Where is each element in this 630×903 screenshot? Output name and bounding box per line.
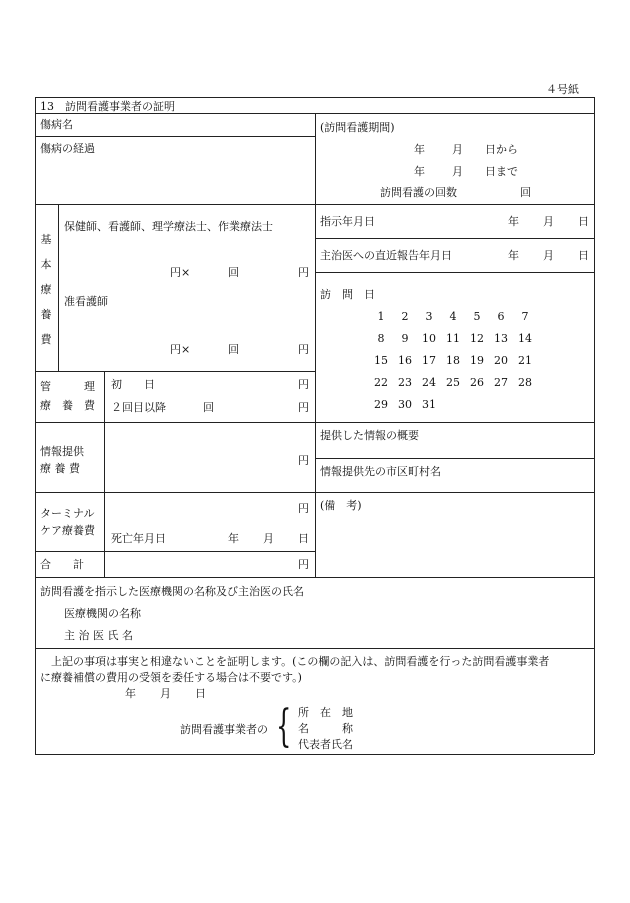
period-from-year: 年 bbox=[414, 143, 425, 156]
visit-day: 10 bbox=[422, 332, 436, 345]
visit-days-label: 訪 問 日 bbox=[320, 288, 375, 301]
visit-day: 19 bbox=[470, 354, 484, 367]
period-from-day: 日から bbox=[485, 143, 518, 156]
pro-yen: 円 bbox=[298, 266, 309, 279]
visit-day: 9 bbox=[401, 332, 409, 345]
certification-line1: 上記の事項は事実と相違ないことを証明します。(この欄の記入は、訪問看護を行った訪問看護事業者 bbox=[40, 655, 550, 668]
terminal-fee-label-line2: ケア療養費 bbox=[40, 524, 95, 537]
basic-fee-label: 基 本 療 養 費 bbox=[40, 233, 52, 346]
visit-day: 22 bbox=[374, 376, 388, 389]
disease-course-label: 傷病の経過 bbox=[40, 142, 95, 155]
death-day: 日 bbox=[298, 532, 309, 545]
first-day-yen: 円 bbox=[298, 378, 309, 391]
visit-day: 24 bbox=[422, 376, 436, 389]
visit-day: 1 bbox=[377, 310, 385, 323]
second-day-times: 回 bbox=[203, 401, 214, 414]
report-year: 年 bbox=[508, 249, 519, 262]
certification-line2: に療養補償の費用の受領を委任する場合は不要です。) bbox=[40, 671, 302, 684]
representative-label: 代表者氏名 bbox=[298, 738, 353, 751]
second-day-yen: 円 bbox=[298, 401, 309, 414]
institution-name-label: 医療機関の名称 bbox=[64, 607, 141, 620]
visit-day: 3 bbox=[425, 310, 433, 323]
cert-date-day: 日 bbox=[195, 687, 206, 700]
visit-day: 17 bbox=[422, 354, 436, 367]
report-date-label: 主治医への直近報告年月日 bbox=[320, 249, 452, 262]
visit-day: 26 bbox=[470, 376, 484, 389]
visit-day: 13 bbox=[494, 332, 508, 345]
visit-day: 14 bbox=[518, 332, 532, 345]
visit-day: 18 bbox=[446, 354, 460, 367]
visit-day: 31 bbox=[422, 398, 436, 411]
cert-date-month: 月 bbox=[160, 687, 171, 700]
visit-day: 21 bbox=[518, 354, 532, 367]
assoc-times: 回 bbox=[228, 343, 239, 356]
visit-count-unit: 回 bbox=[520, 186, 531, 199]
report-month: 月 bbox=[543, 249, 554, 262]
visit-day: 25 bbox=[446, 376, 460, 389]
info-summary-label: 提供した情報の概要 bbox=[320, 429, 419, 442]
visit-day: 6 bbox=[497, 310, 505, 323]
assoc-yen-times: 円× bbox=[170, 343, 191, 356]
second-day-label: ２回目以降 bbox=[111, 401, 166, 414]
address-label: 所 在 地 bbox=[298, 706, 353, 719]
visit-period-label: (訪問看護期間) bbox=[320, 121, 395, 134]
institution-label: 訪問看護を指示した医療機関の名称及び主治医の氏名 bbox=[40, 585, 304, 598]
visit-day: 16 bbox=[398, 354, 412, 367]
report-day: 日 bbox=[578, 249, 589, 262]
instruction-month: 月 bbox=[543, 215, 554, 228]
management-fee-label-line1: 管 理 bbox=[40, 380, 95, 393]
death-month: 月 bbox=[263, 532, 274, 545]
visit-day: 30 bbox=[398, 398, 412, 411]
management-fee-label-line2: 療 養 費 bbox=[40, 399, 95, 412]
provider-name-label: 名 称 bbox=[298, 722, 353, 735]
visit-day: 4 bbox=[449, 310, 457, 323]
assoc-yen: 円 bbox=[298, 343, 309, 356]
pro-nurse-label: 保健師、看護師、理学療法士、作業療法士 bbox=[64, 220, 273, 233]
instruction-day: 日 bbox=[578, 215, 589, 228]
form-number: ４号紙 bbox=[546, 83, 579, 96]
visit-day: 20 bbox=[494, 354, 508, 367]
remarks-label: (備 考) bbox=[320, 499, 362, 512]
first-day-label: 初 日 bbox=[111, 378, 155, 391]
visit-day: 11 bbox=[446, 332, 460, 345]
info-city-label: 情報提供先の市区町村名 bbox=[320, 465, 441, 478]
visit-day: 29 bbox=[374, 398, 388, 411]
visit-day: 2 bbox=[401, 310, 409, 323]
info-fee-label-line1: 情報提供 bbox=[40, 445, 84, 458]
period-until-month: 月 bbox=[452, 165, 463, 178]
visit-day: 8 bbox=[377, 332, 385, 345]
section-title: 13 訪問看護事業者の証明 bbox=[40, 100, 175, 113]
total-yen: 円 bbox=[298, 558, 309, 571]
pro-times: 回 bbox=[228, 266, 239, 279]
visit-day: 28 bbox=[518, 376, 532, 389]
assoc-nurse-label: 准看護師 bbox=[64, 295, 108, 308]
cert-date-year: 年 bbox=[125, 687, 136, 700]
provider-label: 訪問看護事業者の bbox=[180, 723, 268, 736]
terminal-fee-label-line1: ターミナル bbox=[40, 507, 95, 520]
period-until-day: 日まで bbox=[485, 165, 518, 178]
instruction-date-label: 指示年月日 bbox=[320, 215, 375, 228]
death-year: 年 bbox=[228, 532, 239, 545]
visit-day: 23 bbox=[398, 376, 412, 389]
terminal-fee-yen: 円 bbox=[298, 502, 309, 515]
death-date-label: 死亡年月日 bbox=[111, 532, 166, 545]
disease-name-label: 傷病名 bbox=[40, 118, 73, 131]
doctor-name-label: 主 治 医 氏 名 bbox=[64, 629, 133, 642]
period-until-year: 年 bbox=[414, 165, 425, 178]
period-from-month: 月 bbox=[452, 143, 463, 156]
visit-day: 5 bbox=[473, 310, 481, 323]
instruction-year: 年 bbox=[508, 215, 519, 228]
info-fee-label-line2: 療 養 費 bbox=[40, 462, 80, 475]
visit-day: 7 bbox=[521, 310, 529, 323]
visit-day: 27 bbox=[494, 376, 508, 389]
visit-day: 12 bbox=[470, 332, 484, 345]
brace-mark: { bbox=[276, 701, 292, 752]
visit-count-label: 訪問看護の回数 bbox=[380, 186, 457, 199]
pro-yen-times: 円× bbox=[170, 266, 191, 279]
total-label: 合 計 bbox=[40, 558, 84, 571]
visit-day: 15 bbox=[374, 354, 388, 367]
info-fee-yen: 円 bbox=[298, 454, 309, 467]
